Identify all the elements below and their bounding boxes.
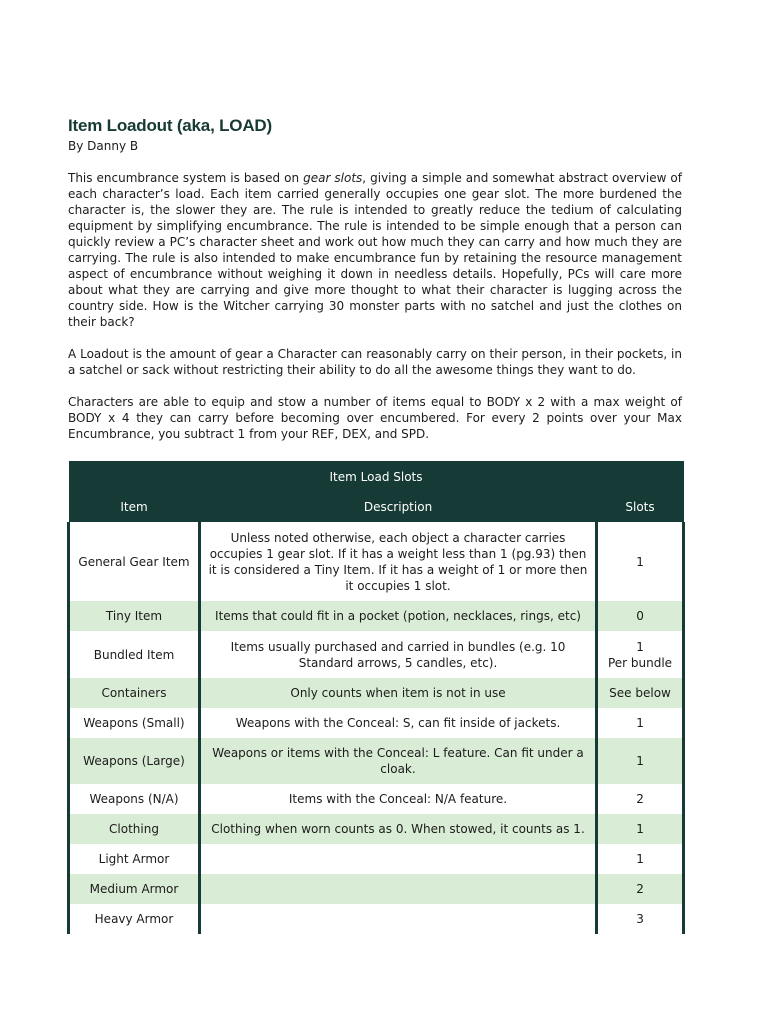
- capacity-paragraph: Characters are able to equip and stow a number of items equal to BODY x 2 with a max weight of BODY x 4 they can carry before becoming over encumbered. For every 2 points over your Max Encumbrance, you subtract 1 from your REF, DEX, and SPD.: [68, 395, 682, 441]
- description-cell: Clothing when worn counts as 0. When stowed, it counts as 1.: [200, 814, 597, 844]
- table-caption-row: [69, 461, 684, 492]
- description-cell: Items usually purchased and carried in bundles (e.g. 10 Standard arrows, 5 candles, etc).: [200, 631, 597, 678]
- slots-cell: 2: [597, 784, 684, 814]
- table-row: [69, 904, 684, 934]
- item-cell: Bundled Item: [69, 631, 200, 678]
- gear-slots-term: gear slots: [303, 171, 363, 185]
- item-cell: Heavy Armor: [69, 904, 200, 934]
- intro-text-rest: , giving a simple and somewhat abstract overview of each character’s load. Each item carried generally occupies one gear slot. The more burdened the character is, the slower they are. The rule is intended to greatly reduce the tedium of calculating equipment by simplifying encumbrance. The rule is intended to be simple enough that a person can quickly review a PC’s character sheet and work out how much they can carry and how much they are carrying. The rule is also intended to make encumbrance fun by retaining the resource management aspect of encumbrance without weighing it down in needless details. Hopefully, PCs will care more about what they are carrying and give more thought to what their character is lugging across the country side. How is the Witcher carrying 30 monster parts with no satchel and just the clothes on their back?: [68, 171, 682, 329]
- document-title: Item Loadout (aka, LOAD): [68, 116, 272, 135]
- slots-cell: 3: [597, 904, 684, 934]
- table-row: [69, 738, 684, 784]
- description-cell: [200, 874, 597, 904]
- item-cell: Weapons (Large): [69, 738, 200, 784]
- slots-cell: 1: [597, 738, 684, 784]
- item-cell: Containers: [69, 678, 200, 708]
- table-row: [69, 631, 684, 678]
- description-cell: Weapons with the Conceal: S, can fit inside of jackets.: [200, 708, 597, 738]
- intro-text-start: This encumbrance system is based on: [68, 171, 304, 185]
- table-row: [69, 708, 684, 738]
- slots-cell: 1: [597, 522, 684, 601]
- slots-value: 1: [636, 639, 644, 654]
- description-cell: Unless noted otherwise, each object a character carries occupies 1 gear slot. If it has a weight less than 1 (pg.93) then it is considered a Tiny Item. If it has a weight of 1 or more then it occupies 1 slot.: [200, 522, 597, 601]
- table-row: [69, 678, 684, 708]
- item-cell: Light Armor: [69, 844, 200, 874]
- item-cell: Tiny Item: [69, 601, 200, 631]
- intro-paragraph: [68, 170, 682, 330]
- slots-cell: [597, 631, 684, 678]
- description-cell: [200, 844, 597, 874]
- slots-cell: 2: [597, 874, 684, 904]
- header-description: Description: [200, 492, 597, 522]
- item-cell: Medium Armor: [69, 874, 200, 904]
- table-row: [69, 522, 684, 601]
- slots-cell: 1: [597, 814, 684, 844]
- item-cell: Clothing: [69, 814, 200, 844]
- item-cell: Weapons (N/A): [69, 784, 200, 814]
- description-cell: Items that could fit in a pocket (potion, necklaces, rings, etc): [200, 601, 597, 631]
- loadout-paragraph: A Loadout is the amount of gear a Character can reasonably carry on their person, in their pockets, in a satchel or sack without restricting their ability to do all the awesome things they want to do.: [68, 347, 682, 377]
- item-cell: General Gear Item: [69, 522, 200, 601]
- author-line: By Danny B: [68, 139, 139, 153]
- table-row: [69, 601, 684, 631]
- header-slots: Slots: [597, 492, 684, 522]
- slots-cell: 0: [597, 601, 684, 631]
- table-row: [69, 814, 684, 844]
- slots-cell: 1: [597, 844, 684, 874]
- slots-unit: Per bundle: [607, 655, 673, 670]
- slots-cell: 1: [597, 708, 684, 738]
- document-body: [68, 115, 682, 442]
- item-cell: Weapons (Small): [69, 708, 200, 738]
- table-caption: Item Load Slots: [69, 461, 684, 492]
- slots-cell: See below: [597, 678, 684, 708]
- table-row: [69, 844, 684, 874]
- table-header-row: [69, 492, 684, 522]
- table-row: [69, 784, 684, 814]
- description-cell: Only counts when item is not in use: [200, 678, 597, 708]
- description-cell: [200, 904, 597, 934]
- table-row: [69, 874, 684, 904]
- item-load-slots-table: [67, 461, 685, 934]
- description-cell: Weapons or items with the Conceal: L feature. Can fit under a cloak.: [200, 738, 597, 784]
- header-item: Item: [69, 492, 200, 522]
- description-cell: Items with the Conceal: N/A feature.: [200, 784, 597, 814]
